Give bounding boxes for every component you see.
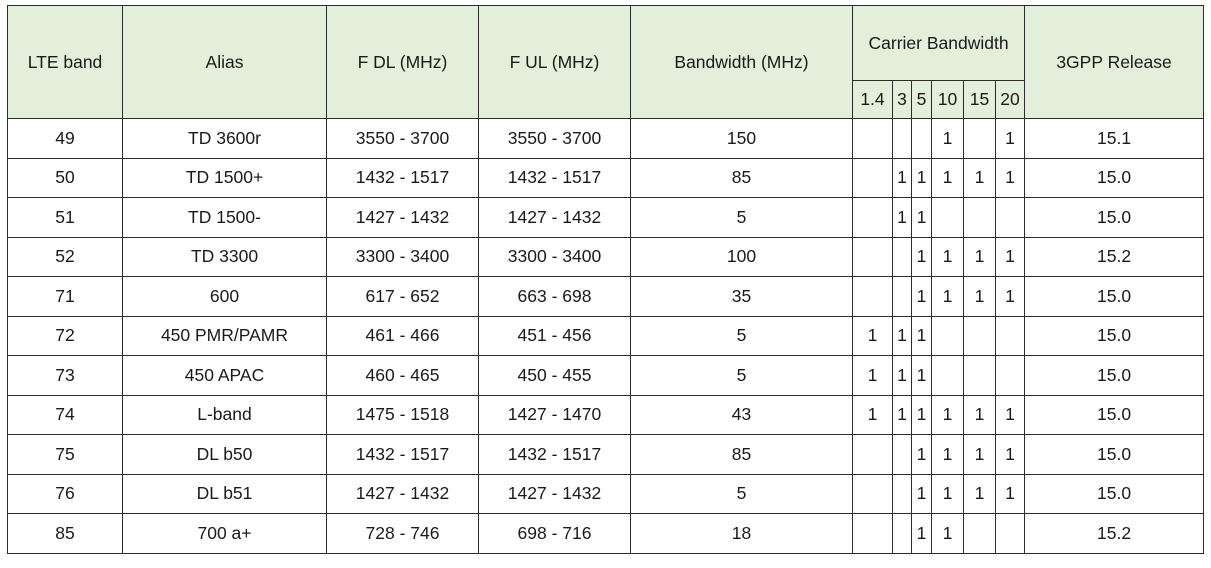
carrier-10-cell (932, 316, 964, 356)
bandwidth-cell: 5 (631, 474, 853, 514)
carrier-1-4-cell (853, 277, 893, 317)
carrier-20-cell (996, 198, 1025, 238)
f-dl-cell: 1427 - 1432 (327, 198, 479, 238)
carrier-15-cell (964, 514, 996, 554)
carrier-3-cell: 1 (893, 198, 912, 238)
release-cell: 15.0 (1025, 316, 1204, 356)
carrier-5-cell: 1 (912, 237, 932, 277)
table-row (8, 277, 1204, 317)
table-row (8, 316, 1204, 356)
f-ul-cell: 698 - 716 (479, 514, 631, 554)
carrier-15-cell: 1 (964, 237, 996, 277)
f-dl-cell: 728 - 746 (327, 514, 479, 554)
carrier-20-cell: 1 (996, 119, 1025, 159)
carrier-15-cell: 1 (964, 474, 996, 514)
band-cell: 85 (8, 514, 123, 554)
table-container (7, 5, 1204, 554)
release-cell: 15.0 (1025, 435, 1204, 475)
carrier-3-cell: 1 (893, 158, 912, 198)
alias-cell: TD 1500- (123, 198, 327, 238)
release-cell: 15.0 (1025, 474, 1204, 514)
carrier-15-cell (964, 198, 996, 238)
table-row (8, 395, 1204, 435)
carrier-20-cell: 1 (996, 395, 1025, 435)
alias-cell: L-band (123, 395, 327, 435)
carrier-10-cell (932, 198, 964, 238)
header-carrier-5: 5 (912, 81, 932, 119)
carrier-20-cell: 1 (996, 474, 1025, 514)
header-bandwidth: Bandwidth (MHz) (631, 6, 853, 119)
release-cell: 15.2 (1025, 514, 1204, 554)
carrier-15-cell (964, 316, 996, 356)
f-dl-cell: 1427 - 1432 (327, 474, 479, 514)
carrier-3-cell (893, 435, 912, 475)
carrier-10-cell: 1 (932, 119, 964, 159)
lte-bands-table (7, 5, 1204, 554)
release-cell: 15.0 (1025, 395, 1204, 435)
carrier-3-cell (893, 237, 912, 277)
carrier-15-cell: 1 (964, 395, 996, 435)
release-cell: 15.0 (1025, 158, 1204, 198)
alias-cell: DL b50 (123, 435, 327, 475)
carrier-5-cell: 1 (912, 474, 932, 514)
carrier-1-4-cell: 1 (853, 395, 893, 435)
bandwidth-cell: 18 (631, 514, 853, 554)
carrier-5-cell: 1 (912, 198, 932, 238)
carrier-1-4-cell (853, 514, 893, 554)
carrier-5-cell: 1 (912, 395, 932, 435)
f-ul-cell: 450 - 455 (479, 356, 631, 396)
f-dl-cell: 461 - 466 (327, 316, 479, 356)
header-f-dl: F DL (MHz) (327, 6, 479, 119)
f-ul-cell: 663 - 698 (479, 277, 631, 317)
carrier-20-cell (996, 316, 1025, 356)
f-dl-cell: 1432 - 1517 (327, 435, 479, 475)
band-cell: 72 (8, 316, 123, 356)
header-carrier-bandwidth: Carrier Bandwidth (853, 6, 1025, 81)
table-row (8, 119, 1204, 159)
header-3gpp-release: 3GPP Release (1025, 6, 1204, 119)
table-row (8, 158, 1204, 198)
bandwidth-cell: 5 (631, 316, 853, 356)
f-dl-cell: 617 - 652 (327, 277, 479, 317)
bandwidth-cell: 5 (631, 198, 853, 238)
f-dl-cell: 3300 - 3400 (327, 237, 479, 277)
carrier-20-cell: 1 (996, 158, 1025, 198)
carrier-1-4-cell (853, 198, 893, 238)
carrier-3-cell (893, 119, 912, 159)
table-header (8, 6, 1204, 119)
carrier-1-4-cell: 1 (853, 356, 893, 396)
carrier-1-4-cell (853, 474, 893, 514)
carrier-10-cell: 1 (932, 237, 964, 277)
carrier-5-cell: 1 (912, 356, 932, 396)
f-ul-cell: 1432 - 1517 (479, 158, 631, 198)
carrier-5-cell: 1 (912, 316, 932, 356)
bandwidth-cell: 43 (631, 395, 853, 435)
header-carrier-15: 15 (964, 81, 996, 119)
header-lte-band: LTE band (8, 6, 123, 119)
f-ul-cell: 1427 - 1432 (479, 474, 631, 514)
table-row (8, 198, 1204, 238)
header-carrier-3: 3 (893, 81, 912, 119)
carrier-3-cell (893, 277, 912, 317)
release-cell: 15.0 (1025, 277, 1204, 317)
carrier-3-cell: 1 (893, 356, 912, 396)
carrier-5-cell (912, 119, 932, 159)
band-cell: 49 (8, 119, 123, 159)
alias-cell: 450 APAC (123, 356, 327, 396)
carrier-3-cell (893, 514, 912, 554)
table-row (8, 237, 1204, 277)
release-cell: 15.2 (1025, 237, 1204, 277)
band-cell: 76 (8, 474, 123, 514)
alias-cell: TD 1500+ (123, 158, 327, 198)
band-cell: 73 (8, 356, 123, 396)
carrier-1-4-cell (853, 237, 893, 277)
carrier-20-cell: 1 (996, 435, 1025, 475)
carrier-3-cell: 1 (893, 316, 912, 356)
f-ul-cell: 451 - 456 (479, 316, 631, 356)
carrier-10-cell: 1 (932, 277, 964, 317)
carrier-10-cell: 1 (932, 514, 964, 554)
band-cell: 52 (8, 237, 123, 277)
carrier-10-cell: 1 (932, 395, 964, 435)
carrier-15-cell (964, 356, 996, 396)
header-alias: Alias (123, 6, 327, 119)
carrier-5-cell: 1 (912, 435, 932, 475)
table-row (8, 435, 1204, 475)
alias-cell: TD 3600r (123, 119, 327, 159)
bandwidth-cell: 85 (631, 435, 853, 475)
f-ul-cell: 3550 - 3700 (479, 119, 631, 159)
carrier-1-4-cell (853, 158, 893, 198)
header-carrier-20: 20 (996, 81, 1025, 119)
alias-cell: 600 (123, 277, 327, 317)
f-ul-cell: 1432 - 1517 (479, 435, 631, 475)
band-cell: 51 (8, 198, 123, 238)
header-carrier-10: 10 (932, 81, 964, 119)
table-row (8, 474, 1204, 514)
f-dl-cell: 460 - 465 (327, 356, 479, 396)
release-cell: 15.1 (1025, 119, 1204, 159)
header-row (8, 6, 1204, 81)
carrier-15-cell: 1 (964, 158, 996, 198)
carrier-10-cell (932, 356, 964, 396)
alias-cell: TD 3300 (123, 237, 327, 277)
f-dl-cell: 1432 - 1517 (327, 158, 479, 198)
band-cell: 75 (8, 435, 123, 475)
carrier-1-4-cell: 1 (853, 316, 893, 356)
carrier-15-cell: 1 (964, 277, 996, 317)
f-ul-cell: 1427 - 1432 (479, 198, 631, 238)
f-dl-cell: 1475 - 1518 (327, 395, 479, 435)
carrier-5-cell: 1 (912, 514, 932, 554)
release-cell: 15.0 (1025, 356, 1204, 396)
f-ul-cell: 3300 - 3400 (479, 237, 631, 277)
carrier-20-cell (996, 514, 1025, 554)
carrier-3-cell (893, 474, 912, 514)
band-cell: 50 (8, 158, 123, 198)
header-f-ul: F UL (MHz) (479, 6, 631, 119)
header-carrier-1-4: 1.4 (853, 81, 893, 119)
alias-cell: 450 PMR/PAMR (123, 316, 327, 356)
alias-cell: 700 a+ (123, 514, 327, 554)
carrier-20-cell (996, 356, 1025, 396)
carrier-10-cell: 1 (932, 435, 964, 475)
f-ul-cell: 1427 - 1470 (479, 395, 631, 435)
bandwidth-cell: 5 (631, 356, 853, 396)
carrier-15-cell (964, 119, 996, 159)
carrier-15-cell: 1 (964, 435, 996, 475)
carrier-10-cell: 1 (932, 158, 964, 198)
bandwidth-cell: 35 (631, 277, 853, 317)
band-cell: 71 (8, 277, 123, 317)
carrier-1-4-cell (853, 435, 893, 475)
table-row (8, 514, 1204, 554)
carrier-10-cell: 1 (932, 474, 964, 514)
band-cell: 74 (8, 395, 123, 435)
carrier-20-cell: 1 (996, 237, 1025, 277)
carrier-20-cell: 1 (996, 277, 1025, 317)
bandwidth-cell: 150 (631, 119, 853, 159)
table-row (8, 356, 1204, 396)
carrier-5-cell: 1 (912, 158, 932, 198)
f-dl-cell: 3550 - 3700 (327, 119, 479, 159)
alias-cell: DL b51 (123, 474, 327, 514)
carrier-1-4-cell (853, 119, 893, 159)
bandwidth-cell: 85 (631, 158, 853, 198)
release-cell: 15.0 (1025, 198, 1204, 238)
table-body (8, 119, 1204, 554)
carrier-3-cell: 1 (893, 395, 912, 435)
carrier-5-cell: 1 (912, 277, 932, 317)
bandwidth-cell: 100 (631, 237, 853, 277)
